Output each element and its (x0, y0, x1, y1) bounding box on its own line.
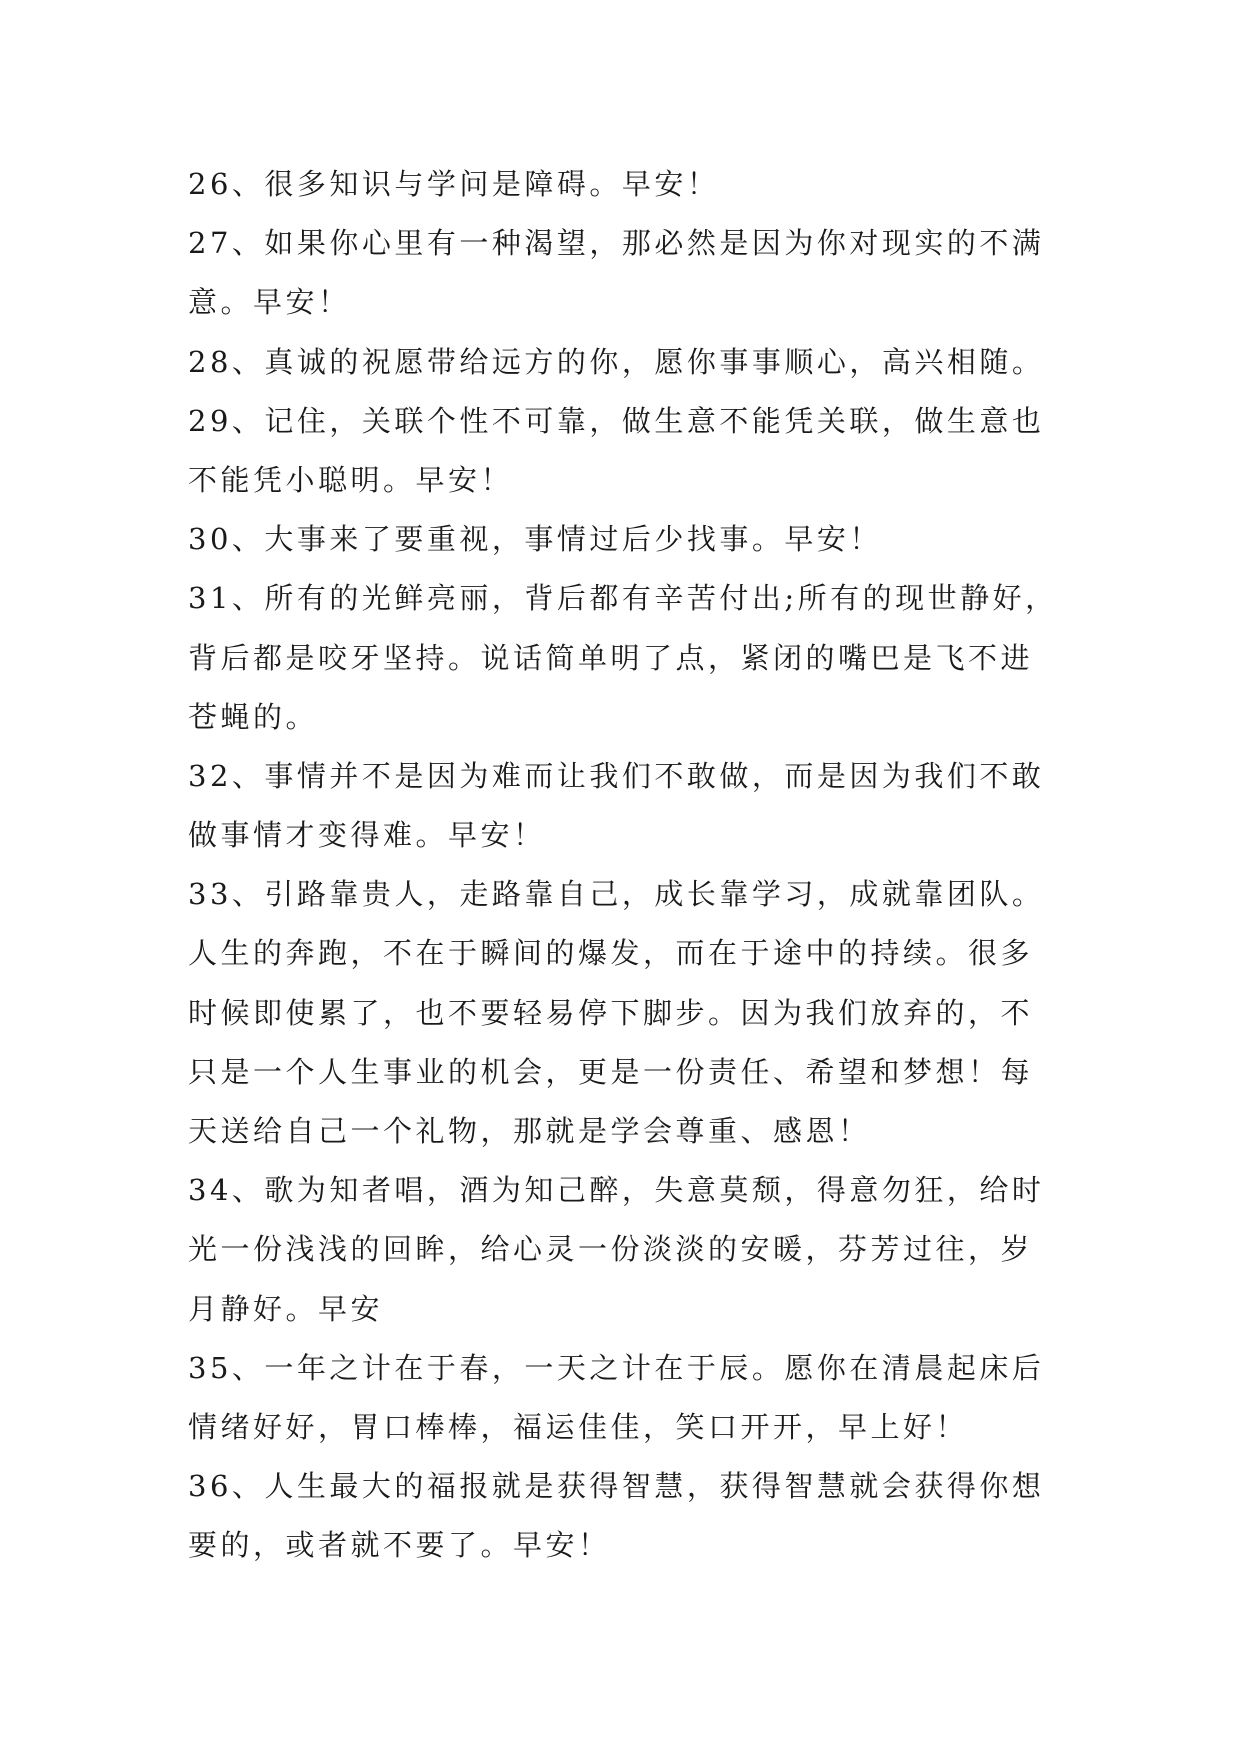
text-line: 32、事情并不是因为难而让我们不敢做，而是因为我们不敢 (188, 758, 1045, 793)
text-line: 人生的奔跑，不在于瞬间的爆发，而在于途中的持续。很多 (188, 936, 1034, 971)
text-line: 意。早安！ (188, 285, 351, 320)
text-line: 要的，或者就不要了。早安！ (188, 1528, 611, 1563)
text-line: 天送给自己一个礼物，那就是学会尊重、感恩！ (188, 1114, 871, 1148)
list-item-31 (188, 569, 1068, 747)
text-line: 35、一年之计在于春，一天之计在于辰。愿你在清晨起床后 (188, 1350, 1045, 1385)
text-line: 时候即使累了，也不要轻易停下脚步。因为我们放弃的，不 (188, 995, 1034, 1030)
text-line: 29、记住，关联个性不可靠，做生意不能凭关联，做生意也 (188, 403, 1045, 438)
text-line: 背后都是咬牙坚持。说话简单明了点，紧闭的嘴巴是飞不进 (188, 640, 1034, 675)
text-line: 做事情才变得难。早安！ (188, 818, 546, 853)
list-item-36 (188, 1457, 1068, 1575)
text-line: 不能凭小聪明。早安！ (188, 462, 514, 497)
list-item-33 (188, 865, 1068, 1161)
text-line: 只是一个人生事业的机会，更是一份责任、希望和梦想！每 (188, 1054, 1034, 1089)
text-line: 28、真诚的祝愿带给远方的你，愿你事事顺心，高兴相随。 (188, 344, 1045, 379)
text-line: 光一份浅浅的回眸，给心灵一份淡淡的安暖，芬芳过往，岁 (188, 1232, 1034, 1267)
text-line: 36、人生最大的福报就是获得智慧，获得智慧就会获得你想 (188, 1469, 1045, 1504)
text-line: 情绪好好，胃口棒棒，福运佳佳，笑口开开，早上好！ (188, 1409, 969, 1444)
text-line: 33、引路靠贵人，走路靠自己，成长靠学习，成就靠团队。 (188, 877, 1045, 912)
list-item-27 (188, 214, 1068, 332)
text-line: 30、大事来了要重视，事情过后少找事。早安！ (188, 522, 882, 557)
text-line: 26、很多知识与学问是障碍。早安！ (188, 167, 720, 201)
text-line: 苍蝇的。 (188, 699, 319, 734)
text-line: 31、所有的光鲜亮丽，背后都有辛苦付出;所有的现世静好， (188, 581, 1058, 616)
list-item-30 (188, 510, 1068, 569)
text-line: 月静好。早安 (188, 1291, 384, 1326)
list-item-26 (188, 155, 1068, 214)
text-line: 34、歌为知者唱，酒为知己醉，失意莫颓，得意勿狂，给时 (188, 1173, 1045, 1208)
list-item-28 (188, 333, 1068, 392)
document-body (188, 155, 1068, 1576)
list-item-34 (188, 1161, 1068, 1339)
list-item-35 (188, 1339, 1068, 1457)
list-item-29 (188, 392, 1068, 510)
text-line: 27、如果你心里有一种渴望，那必然是因为你对现实的不满 (188, 226, 1045, 261)
list-item-32 (188, 747, 1068, 865)
